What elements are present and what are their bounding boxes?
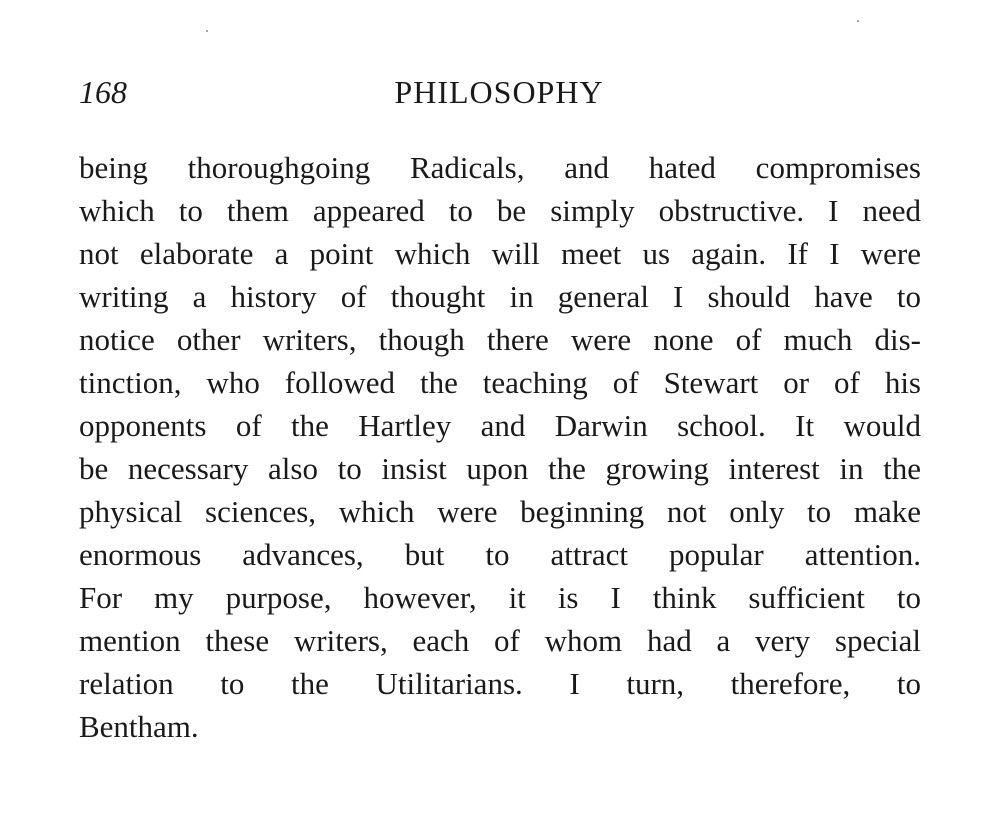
scan-speck (857, 20, 859, 22)
text-line: being thoroughgoing Radicals, and hated compromises (79, 150, 921, 185)
page-number: 168 (79, 74, 127, 110)
page-header (79, 72, 919, 112)
text-line: not elaborate a point which will meet us again. If I were (79, 236, 921, 271)
text-line: which to them appeared to be simply obstructive. I need (79, 193, 921, 228)
text-line: writing a history of thought in general I should have to (79, 279, 921, 314)
text-line: physical sciences, which were beginning not only to make (79, 494, 921, 529)
text-line: opponents of the Hartley and Darwin school. It would (79, 408, 921, 443)
text-line: For my purpose, however, it is I think sufficient to (79, 580, 921, 615)
text-line: Bentham. (79, 709, 199, 744)
text-line: relation to the Utilitarians. I turn, therefore, to (79, 666, 921, 701)
text-line: notice other writers, though there were none of much dis- (79, 322, 921, 357)
body-paragraph (79, 146, 921, 748)
scan-speck (206, 30, 208, 32)
text-line: mention these writers, each of whom had a very special (79, 623, 921, 658)
text-line: be necessary also to insist upon the growing interest in the (79, 451, 921, 486)
text-line: enormous advances, but to attract popular attention. (79, 537, 921, 572)
text-line: tinction, who followed the teaching of Stewart or of his (79, 365, 921, 400)
running-title: PHILOSOPHY (394, 74, 604, 110)
